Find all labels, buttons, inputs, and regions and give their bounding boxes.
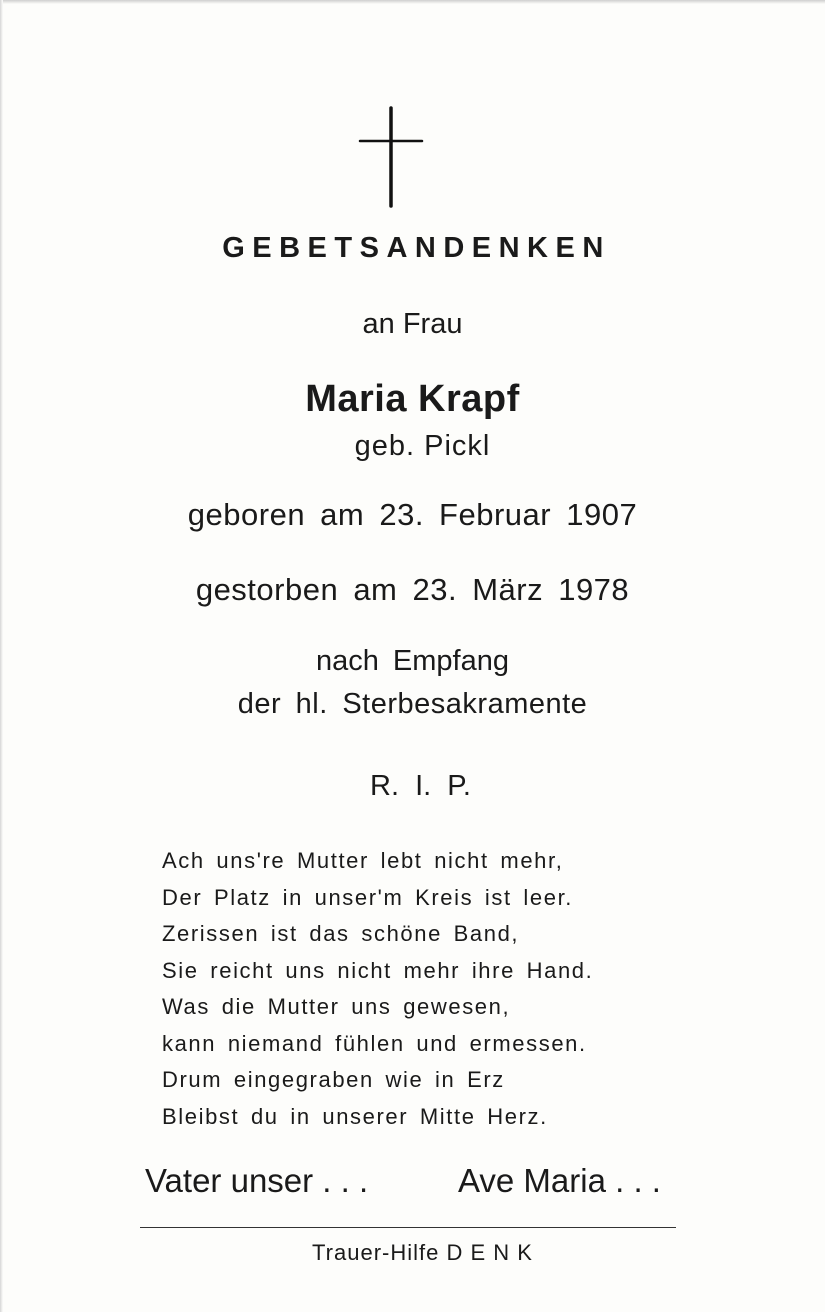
prayer-our-father: Vater unser . . . — [145, 1162, 369, 1199]
deceased-name: Maria Krapf — [305, 378, 520, 420]
poem-line: Was die Mutter uns gewesen, — [162, 994, 511, 1019]
poem-line: Ach uns're Mutter lebt nicht mehr, — [162, 848, 564, 873]
poem-line: Drum eingegraben wie in Erz — [162, 1067, 505, 1092]
prayer-hail-mary: Ave Maria . . . — [458, 1162, 661, 1199]
rip-text: R. I. P. — [370, 770, 471, 802]
card-heading: GEBETSANDENKEN — [222, 232, 611, 264]
poem-line: Bleibst du in unserer Mitte Herz. — [162, 1103, 548, 1129]
latin-cross-icon — [358, 106, 424, 208]
sacraments-line-1: nach Empfang — [315, 645, 509, 677]
prayer-row — [0, 1162, 825, 1206]
birth-date: geboren am 23. Februar 1907 — [187, 497, 638, 532]
publisher-credit: Trauer-Hilfe D E N K — [312, 1240, 533, 1265]
poem-line: Sie reicht uns nicht mehr ihre Hand. — [162, 957, 594, 983]
card-top-edge — [0, 0, 825, 4]
poem-line: Der Platz in unser'm Kreis ist leer. — [162, 884, 574, 910]
maiden-name: geb. Pickl — [354, 430, 491, 462]
footer-divider — [140, 1227, 676, 1228]
death-date: gestorben am 23. März 1978 — [195, 572, 630, 607]
sacraments-line-2: der hl. Sterbesakramente — [237, 688, 588, 720]
poem-line: Zerissen ist das schöne Band, — [162, 921, 520, 946]
memorial-poem — [162, 843, 682, 1135]
poem-line: kann niemand fühlen und ermessen. — [162, 1030, 587, 1056]
salutation: an Frau — [362, 308, 463, 340]
